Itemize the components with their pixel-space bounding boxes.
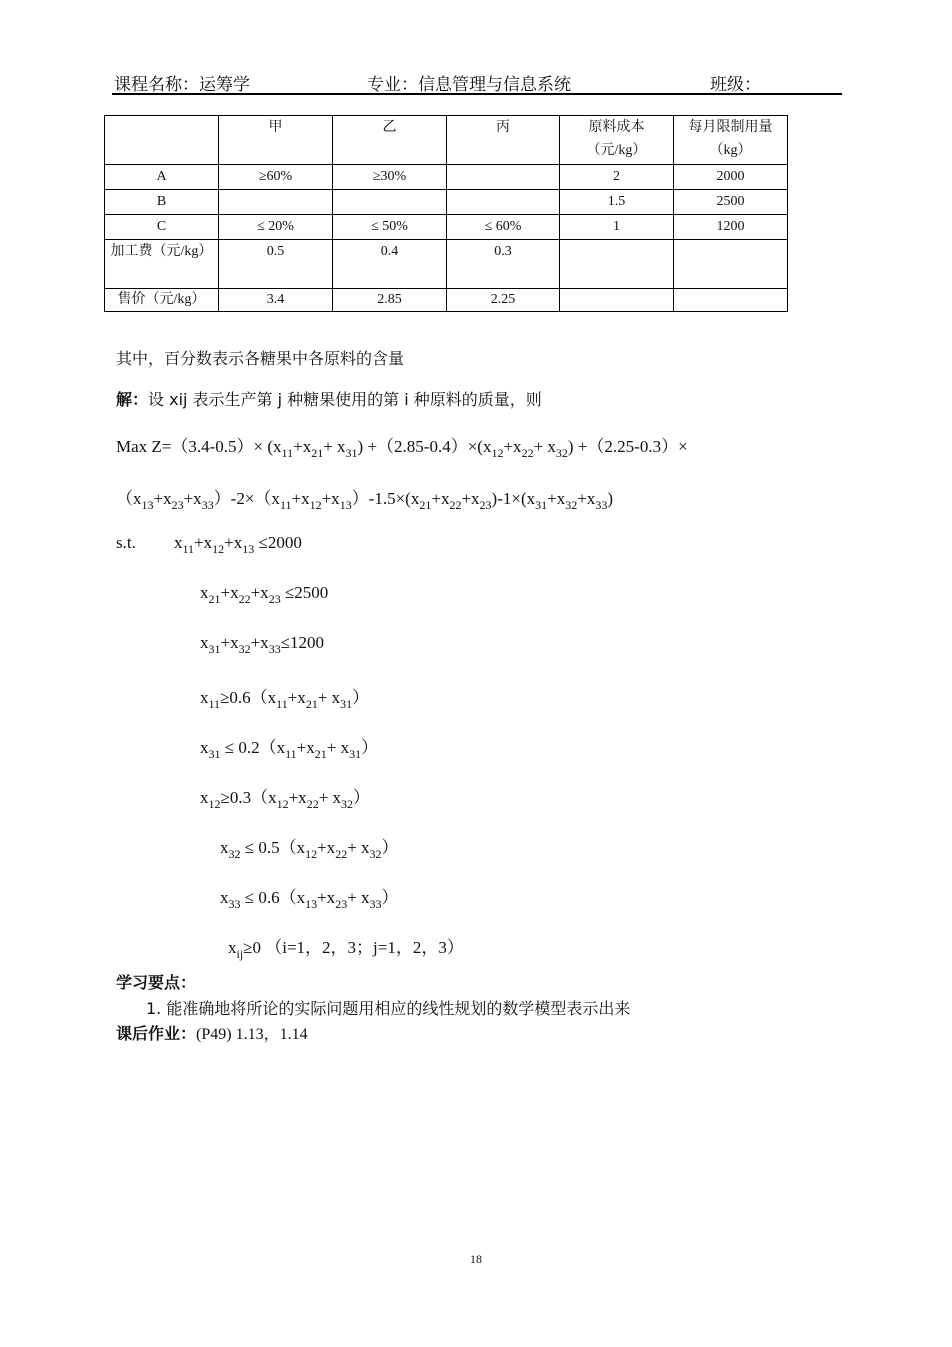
table-cell <box>447 190 560 215</box>
table-cell: 0.4 <box>333 240 447 289</box>
table-cell: ≤ 60% <box>447 215 560 240</box>
table-cell: C <box>105 215 219 240</box>
table-header-cell: 丙 <box>447 116 560 165</box>
table-cell: 1.5 <box>560 190 674 215</box>
table-cell: ≥30% <box>333 165 447 190</box>
table-cell: 售价（元/kg） <box>105 289 219 312</box>
table-row <box>105 240 788 289</box>
table-cell: ≤ 50% <box>333 215 447 240</box>
table-cell: ≤ 20% <box>219 215 333 240</box>
table-cell <box>333 190 447 215</box>
table-cell <box>560 289 674 312</box>
homework-text: (P49) 1.13，1.14 <box>196 1026 308 1043</box>
objective-line-2: $(x_{13}+x_{23}+x_{33})-2\times(x_{11}+x_{12}+x_{13})-1.5\times(x_{21}+x_{22}+x_{23})-1\times(x_{31}+x_{32}+x_{33})$ <box>116 489 613 512</box>
major: 专业：信息管理与信息系统 <box>367 75 571 95</box>
table-cell: ≥60% <box>219 165 333 190</box>
table-row <box>105 215 788 240</box>
study-point-item: 1. 能准确地将所论的实际问题用相应的线性规划的数学模型表示出来 <box>146 999 631 1018</box>
table-cell: 加工费（元/kg） <box>105 240 219 289</box>
table-cell: 2500 <box>674 190 788 215</box>
constraint: $x_{12}\ge 0.3(x_{12}+x_{22}+ x_{32})$ <box>200 788 371 811</box>
table-cell: 3.4 <box>219 289 333 312</box>
homework-label: 课后作业： <box>116 1024 197 1043</box>
page-header <box>112 66 842 95</box>
table-cell: A <box>105 165 219 190</box>
constraint: $x_{31} \le 0.2(x_{11}+x_{21}+ x_{31})$ <box>200 738 379 761</box>
table-cell: 1200 <box>674 215 788 240</box>
table-cell: 0.3 <box>447 240 560 289</box>
table-header-cell: 甲 <box>219 116 333 165</box>
constraint: $x_{11}+x_{12}+x_{13} \le 2000$ <box>174 533 302 556</box>
constraint: $x_{ij}\ge 0$ （i=1，2，3；j=1，2，3） <box>228 938 464 961</box>
table-cell <box>560 240 674 289</box>
class-label: 班级： <box>710 75 761 95</box>
constraint: $x_{33} \le 0.6(x_{13}+x_{23}+ x_{33})$ <box>220 888 399 911</box>
table-header-cell: 原料成本（元/kg） <box>560 116 674 165</box>
solution-label: 解： <box>116 390 149 409</box>
table-cell: 2000 <box>674 165 788 190</box>
table-cell: 0.5 <box>219 240 333 289</box>
table-header-cell: 每月限制用量（kg） <box>674 116 788 165</box>
table-cell <box>447 165 560 190</box>
table-cell: 2.85 <box>333 289 447 312</box>
page-number: 18 <box>470 1252 482 1266</box>
table-row <box>105 190 788 215</box>
table-row <box>105 165 788 190</box>
table-cell: 1 <box>560 215 674 240</box>
st-label: s.t. <box>116 533 136 552</box>
table-cell <box>674 289 788 312</box>
percentage-note: 其中，百分数表示各糖果中各原料的含量 <box>116 349 405 368</box>
table-cell <box>219 190 333 215</box>
table-row <box>105 289 788 312</box>
constraint: $x_{11}\ge 0.6(x_{11}+x_{21}+ x_{31})$ <box>200 688 370 711</box>
table-header-cell: 乙 <box>333 116 447 165</box>
constraint: $x_{21}+x_{22}+x_{23} \le 2500$ <box>200 583 329 606</box>
table-cell: 2.25 <box>447 289 560 312</box>
solution-intro <box>116 387 542 410</box>
table-cell: 2 <box>560 165 674 190</box>
table-cell: B <box>105 190 219 215</box>
study-points-title: 学习要点： <box>116 973 197 992</box>
constraint: $x_{31}+x_{32}+x_{33}\le 1200$ <box>200 633 325 656</box>
homework <box>116 1021 308 1044</box>
table-cell <box>674 240 788 289</box>
table-header-cell <box>105 116 219 165</box>
raw-material-table <box>104 115 788 312</box>
objective-line-1: Max $Z=(3.4-0.5)\times (x_{11}+x_{21}+ x_{31}) +(2.85-0.4)\times(x_{12}+x_{22}+ x_{32}) +(2.25-0.3)\times$ <box>116 437 688 460</box>
solution-text: 设 xij 表示生产第 j 种糖果使用的第 i 种原料的质量，则 <box>148 390 542 409</box>
course-name: 课程名称：运筹学 <box>114 75 250 95</box>
table-header-row <box>105 116 788 165</box>
constraint: $x_{32} \le 0.5(x_{12}+x_{22}+ x_{32})$ <box>220 838 399 861</box>
